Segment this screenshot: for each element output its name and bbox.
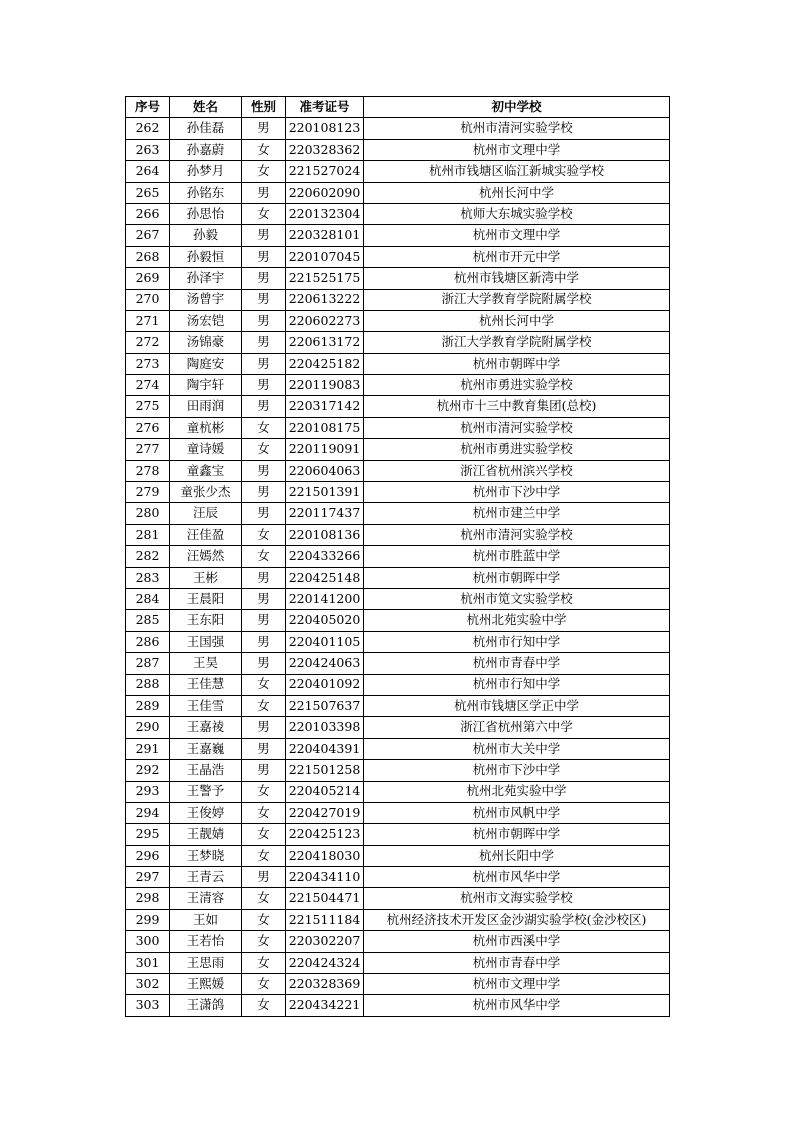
table-row (126, 631, 670, 652)
cell-seq: 288 (126, 674, 170, 695)
cell-name: 孙佳磊 (170, 118, 242, 139)
cell-exam-id: 220119091 (286, 439, 364, 460)
cell-seq: 273 (126, 353, 170, 374)
cell-name: 王梦晓 (170, 845, 242, 866)
table-row (126, 845, 670, 866)
cell-name: 孙铭东 (170, 182, 242, 203)
cell-name: 王靓婧 (170, 824, 242, 845)
cell-seq: 274 (126, 375, 170, 396)
table-row (126, 246, 670, 267)
cell-name: 王警予 (170, 781, 242, 802)
cell-exam-id: 220328369 (286, 974, 364, 995)
cell-name: 汪佳盈 (170, 524, 242, 545)
table-row (126, 546, 670, 567)
cell-gender: 男 (242, 631, 286, 652)
cell-school: 杭州经济技术开发区金沙湖实验学校(金沙校区) (364, 909, 670, 930)
cell-name: 王熙媛 (170, 974, 242, 995)
cell-exam-id: 221527024 (286, 161, 364, 182)
cell-exam-id: 220613172 (286, 332, 364, 353)
table-row (126, 824, 670, 845)
table-header (126, 97, 670, 118)
cell-exam-id: 220433266 (286, 546, 364, 567)
cell-name: 王潇鸽 (170, 995, 242, 1016)
cell-exam-id: 220404391 (286, 738, 364, 759)
cell-exam-id: 221511184 (286, 909, 364, 930)
cell-gender: 男 (242, 567, 286, 588)
table-row (126, 653, 670, 674)
cell-school: 杭州市风华中学 (364, 995, 670, 1016)
cell-school: 杭州市钱塘区新湾中学 (364, 268, 670, 289)
cell-seq: 303 (126, 995, 170, 1016)
cell-seq: 277 (126, 439, 170, 460)
cell-seq: 268 (126, 246, 170, 267)
cell-seq: 291 (126, 738, 170, 759)
cell-name: 孙嘉蔚 (170, 139, 242, 160)
table-row (126, 182, 670, 203)
cell-name: 王青云 (170, 867, 242, 888)
cell-name: 王俊婷 (170, 802, 242, 823)
cell-gender: 女 (242, 417, 286, 438)
cell-seq: 262 (126, 118, 170, 139)
table-row (126, 802, 670, 823)
cell-gender: 男 (242, 332, 286, 353)
cell-name: 汤锦豪 (170, 332, 242, 353)
cell-gender: 男 (242, 268, 286, 289)
cell-school: 杭州市建兰中学 (364, 503, 670, 524)
cell-gender: 女 (242, 139, 286, 160)
cell-school: 杭州市钱塘区临江新城实验学校 (364, 161, 670, 182)
cell-gender: 男 (242, 760, 286, 781)
table-row (126, 674, 670, 695)
cell-seq: 302 (126, 974, 170, 995)
table-row (126, 139, 670, 160)
cell-exam-id: 220108123 (286, 118, 364, 139)
cell-seq: 286 (126, 631, 170, 652)
cell-seq: 281 (126, 524, 170, 545)
table-row (126, 353, 670, 374)
cell-exam-id: 220132304 (286, 203, 364, 224)
cell-school: 杭州市朝晖中学 (364, 353, 670, 374)
table-row (126, 867, 670, 888)
cell-seq: 294 (126, 802, 170, 823)
cell-school: 杭州市行知中学 (364, 631, 670, 652)
cell-name: 童鑫宝 (170, 460, 242, 481)
cell-gender: 女 (242, 674, 286, 695)
cell-school: 杭州市清河实验学校 (364, 417, 670, 438)
cell-seq: 300 (126, 931, 170, 952)
table-row (126, 974, 670, 995)
table-row (126, 952, 670, 973)
cell-exam-id: 220613222 (286, 289, 364, 310)
header-exam-id: 准考证号 (286, 97, 364, 118)
cell-school: 杭州长河中学 (364, 310, 670, 331)
cell-exam-id: 220418030 (286, 845, 364, 866)
cell-school: 杭州市大关中学 (364, 738, 670, 759)
cell-gender: 男 (242, 118, 286, 139)
cell-gender: 男 (242, 353, 286, 374)
cell-exam-id: 220401105 (286, 631, 364, 652)
cell-gender: 女 (242, 439, 286, 460)
cell-gender: 男 (242, 610, 286, 631)
table-row (126, 888, 670, 909)
cell-exam-id: 220427019 (286, 802, 364, 823)
cell-name: 王清容 (170, 888, 242, 909)
cell-seq: 279 (126, 482, 170, 503)
cell-school: 杭州市朝晖中学 (364, 567, 670, 588)
cell-gender: 男 (242, 503, 286, 524)
header-seq: 序号 (126, 97, 170, 118)
cell-gender: 女 (242, 845, 286, 866)
cell-exam-id: 220602273 (286, 310, 364, 331)
cell-gender: 男 (242, 310, 286, 331)
cell-name: 王晨阳 (170, 588, 242, 609)
cell-name: 童张少杰 (170, 482, 242, 503)
header-row (126, 97, 670, 118)
cell-gender: 女 (242, 824, 286, 845)
header-gender: 性别 (242, 97, 286, 118)
cell-seq: 264 (126, 161, 170, 182)
cell-seq: 265 (126, 182, 170, 203)
cell-exam-id: 220604063 (286, 460, 364, 481)
cell-name: 王昊 (170, 653, 242, 674)
cell-seq: 282 (126, 546, 170, 567)
cell-exam-id: 220434221 (286, 995, 364, 1016)
cell-gender: 男 (242, 653, 286, 674)
cell-name: 王嘉祾 (170, 717, 242, 738)
cell-name: 汪辰 (170, 503, 242, 524)
header-school: 初中学校 (364, 97, 670, 118)
cell-seq: 298 (126, 888, 170, 909)
cell-name: 陶宇轩 (170, 375, 242, 396)
cell-seq: 275 (126, 396, 170, 417)
cell-exam-id: 220425148 (286, 567, 364, 588)
cell-gender: 男 (242, 738, 286, 759)
table-row (126, 588, 670, 609)
cell-exam-id: 221504471 (286, 888, 364, 909)
cell-gender: 女 (242, 546, 286, 567)
table-row (126, 439, 670, 460)
cell-gender: 男 (242, 289, 286, 310)
cell-school: 杭州北苑实验中学 (364, 610, 670, 631)
table-row (126, 503, 670, 524)
cell-exam-id: 221501258 (286, 760, 364, 781)
cell-exam-id: 220141200 (286, 588, 364, 609)
cell-name: 汤曾宇 (170, 289, 242, 310)
cell-school: 杭州市勇进实验学校 (364, 375, 670, 396)
cell-exam-id: 220424063 (286, 653, 364, 674)
cell-gender: 女 (242, 888, 286, 909)
table-row (126, 610, 670, 631)
cell-name: 王东阳 (170, 610, 242, 631)
cell-school: 杭州市十三中教育集团(总校) (364, 396, 670, 417)
cell-name: 王若怡 (170, 931, 242, 952)
table-row (126, 738, 670, 759)
cell-school: 杭州市笕文实验学校 (364, 588, 670, 609)
cell-gender: 女 (242, 161, 286, 182)
cell-name: 王彬 (170, 567, 242, 588)
cell-seq: 270 (126, 289, 170, 310)
student-roster-table (125, 96, 670, 1017)
cell-gender: 女 (242, 995, 286, 1016)
cell-gender: 男 (242, 717, 286, 738)
cell-name: 汪嫣然 (170, 546, 242, 567)
cell-gender: 女 (242, 203, 286, 224)
cell-exam-id: 220328362 (286, 139, 364, 160)
cell-school: 杭州长阳中学 (364, 845, 670, 866)
cell-name: 童杭彬 (170, 417, 242, 438)
cell-exam-id: 220425182 (286, 353, 364, 374)
cell-school: 杭州市清河实验学校 (364, 118, 670, 139)
cell-name: 王如 (170, 909, 242, 930)
cell-gender: 男 (242, 482, 286, 503)
cell-name: 陶庭安 (170, 353, 242, 374)
cell-school: 杭州市文理中学 (364, 225, 670, 246)
cell-seq: 263 (126, 139, 170, 160)
cell-gender: 男 (242, 375, 286, 396)
table-row (126, 717, 670, 738)
table-row (126, 332, 670, 353)
cell-school: 杭州市文理中学 (364, 139, 670, 160)
cell-seq: 269 (126, 268, 170, 289)
table-row (126, 118, 670, 139)
cell-exam-id: 220108136 (286, 524, 364, 545)
cell-exam-id: 220317142 (286, 396, 364, 417)
cell-gender: 女 (242, 909, 286, 930)
cell-seq: 283 (126, 567, 170, 588)
cell-seq: 271 (126, 310, 170, 331)
cell-seq: 293 (126, 781, 170, 802)
cell-exam-id: 220108175 (286, 417, 364, 438)
cell-gender: 男 (242, 182, 286, 203)
cell-seq: 287 (126, 653, 170, 674)
cell-gender: 男 (242, 225, 286, 246)
cell-seq: 289 (126, 695, 170, 716)
cell-seq: 284 (126, 588, 170, 609)
cell-gender: 男 (242, 460, 286, 481)
table-row (126, 482, 670, 503)
cell-seq: 266 (126, 203, 170, 224)
cell-school: 杭州市下沙中学 (364, 482, 670, 503)
cell-gender: 女 (242, 781, 286, 802)
cell-school: 杭州市文海实验学校 (364, 888, 670, 909)
table-row (126, 781, 670, 802)
cell-school: 浙江省杭州滨兴学校 (364, 460, 670, 481)
cell-seq: 285 (126, 610, 170, 631)
cell-exam-id: 220103398 (286, 717, 364, 738)
table-row (126, 567, 670, 588)
cell-school: 杭州北苑实验中学 (364, 781, 670, 802)
cell-exam-id: 221501391 (286, 482, 364, 503)
cell-school: 杭州市清河实验学校 (364, 524, 670, 545)
cell-name: 王佳雪 (170, 695, 242, 716)
cell-name: 孙思怡 (170, 203, 242, 224)
cell-school: 杭州市青春中学 (364, 653, 670, 674)
table-row (126, 396, 670, 417)
cell-exam-id: 221525175 (286, 268, 364, 289)
cell-seq: 292 (126, 760, 170, 781)
cell-name: 孙梦月 (170, 161, 242, 182)
cell-school: 杭州市西溪中学 (364, 931, 670, 952)
cell-gender: 男 (242, 396, 286, 417)
table-row (126, 460, 670, 481)
cell-name: 汤宏铠 (170, 310, 242, 331)
table-body (126, 118, 670, 1016)
cell-seq: 295 (126, 824, 170, 845)
cell-exam-id: 220328101 (286, 225, 364, 246)
cell-seq: 296 (126, 845, 170, 866)
table-row (126, 909, 670, 930)
cell-exam-id: 220401092 (286, 674, 364, 695)
cell-school: 杭州市文理中学 (364, 974, 670, 995)
cell-exam-id: 221507637 (286, 695, 364, 716)
table-row (126, 268, 670, 289)
cell-seq: 267 (126, 225, 170, 246)
header-name: 姓名 (170, 97, 242, 118)
cell-school: 杭州市行知中学 (364, 674, 670, 695)
cell-name: 王国强 (170, 631, 242, 652)
cell-seq: 272 (126, 332, 170, 353)
cell-gender: 女 (242, 931, 286, 952)
table-row (126, 289, 670, 310)
table-row (126, 225, 670, 246)
cell-seq: 290 (126, 717, 170, 738)
cell-school: 杭州市开元中学 (364, 246, 670, 267)
cell-name: 田雨润 (170, 396, 242, 417)
cell-exam-id: 220424324 (286, 952, 364, 973)
cell-exam-id: 220405214 (286, 781, 364, 802)
cell-seq: 299 (126, 909, 170, 930)
cell-gender: 女 (242, 524, 286, 545)
cell-school: 浙江省杭州第六中学 (364, 717, 670, 738)
cell-gender: 女 (242, 974, 286, 995)
cell-exam-id: 220117437 (286, 503, 364, 524)
table-row (126, 695, 670, 716)
cell-exam-id: 220119083 (286, 375, 364, 396)
table-row (126, 995, 670, 1016)
table-row (126, 161, 670, 182)
cell-gender: 男 (242, 867, 286, 888)
cell-school: 杭州长河中学 (364, 182, 670, 203)
cell-school: 杭州市下沙中学 (364, 760, 670, 781)
cell-gender: 女 (242, 802, 286, 823)
cell-exam-id: 220302207 (286, 931, 364, 952)
table-row (126, 417, 670, 438)
cell-school: 浙江大学教育学院附属学校 (364, 332, 670, 353)
cell-name: 王嘉巍 (170, 738, 242, 759)
cell-seq: 276 (126, 417, 170, 438)
cell-school: 杭州市钱塘区学正中学 (364, 695, 670, 716)
cell-name: 王思雨 (170, 952, 242, 973)
cell-exam-id: 220434110 (286, 867, 364, 888)
cell-school: 杭州市勇进实验学校 (364, 439, 670, 460)
cell-exam-id: 220602090 (286, 182, 364, 203)
cell-school: 杭州市胜蓝中学 (364, 546, 670, 567)
cell-school: 杭州市风帆中学 (364, 802, 670, 823)
cell-exam-id: 220405020 (286, 610, 364, 631)
cell-name: 孙毅 (170, 225, 242, 246)
table-row (126, 760, 670, 781)
cell-exam-id: 220107045 (286, 246, 364, 267)
table-row (126, 203, 670, 224)
cell-gender: 女 (242, 952, 286, 973)
cell-school: 杭州市青春中学 (364, 952, 670, 973)
cell-seq: 278 (126, 460, 170, 481)
cell-school: 杭师大东城实验学校 (364, 203, 670, 224)
cell-seq: 297 (126, 867, 170, 888)
table-row (126, 524, 670, 545)
cell-exam-id: 220425123 (286, 824, 364, 845)
table-row (126, 310, 670, 331)
cell-gender: 男 (242, 588, 286, 609)
cell-gender: 女 (242, 695, 286, 716)
cell-name: 童诗媛 (170, 439, 242, 460)
cell-name: 王晶浩 (170, 760, 242, 781)
cell-seq: 280 (126, 503, 170, 524)
cell-school: 杭州市风华中学 (364, 867, 670, 888)
cell-seq: 301 (126, 952, 170, 973)
cell-school: 杭州市朝晖中学 (364, 824, 670, 845)
table-row (126, 375, 670, 396)
table-row (126, 931, 670, 952)
cell-school: 浙江大学教育学院附属学校 (364, 289, 670, 310)
cell-name: 孙毅恒 (170, 246, 242, 267)
cell-gender: 男 (242, 246, 286, 267)
cell-name: 王佳慧 (170, 674, 242, 695)
cell-name: 孙泽宇 (170, 268, 242, 289)
